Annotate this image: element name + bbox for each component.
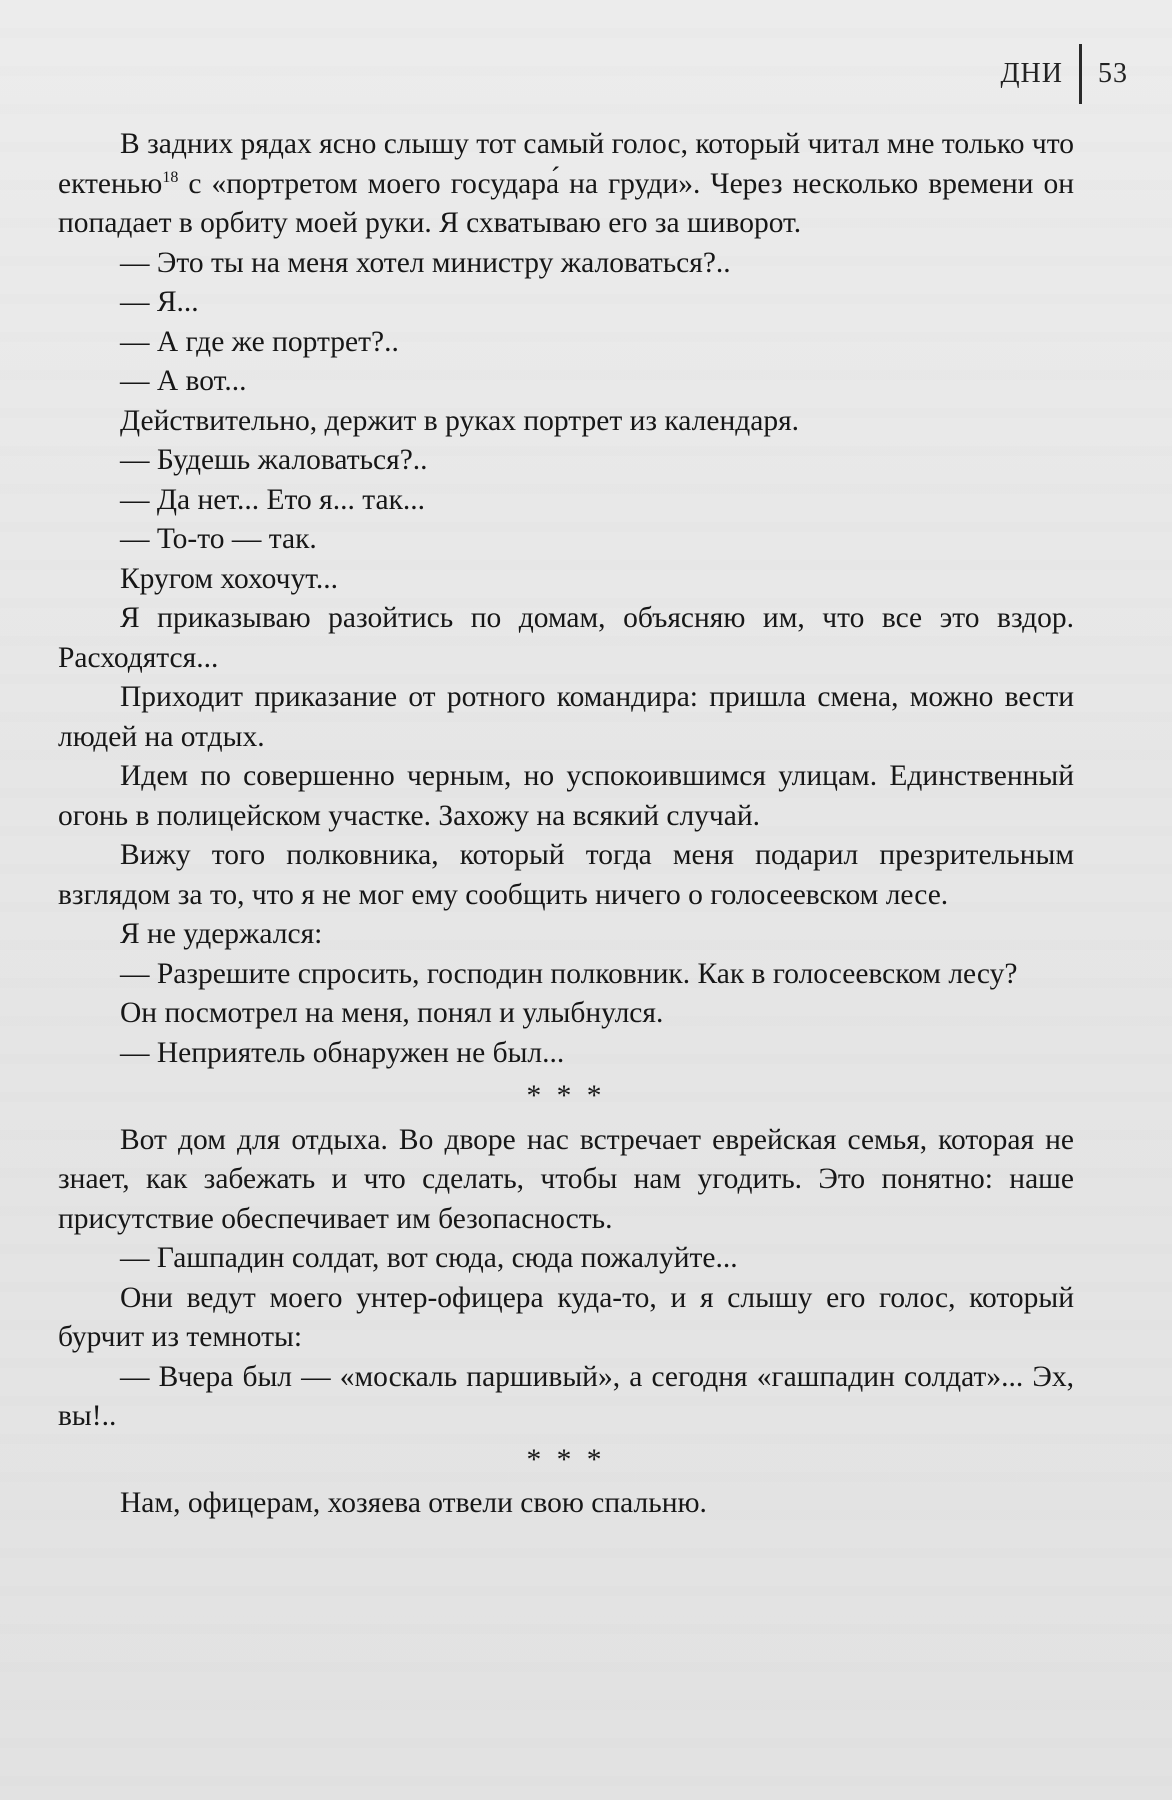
dialogue-line: — Гашпадин солдат, вот сюда, сюда пожалуйте...: [120, 1242, 738, 1274]
paragraph: Идем по совершенно черным, но успокоившимся улицам. Единственный огонь в полицейском участке. Захожу на всякий случай.: [58, 760, 1074, 832]
paragraph: Вижу того полковника, который тогда меня подарил презрительным взглядом за то, что я не мог ему сообщить ничего о голосеевском лесе.: [58, 839, 1074, 911]
dialogue-line: — Вчера был — «москаль паршивый», а сегодня «гашпадин солдат»... Эх, вы!..: [58, 1360, 1074, 1432]
dialogue-line: — Неприятель обнаружен не был...: [120, 1036, 565, 1069]
page-number: 53: [1098, 58, 1128, 89]
section-separator: * * *: [526, 1443, 606, 1476]
paragraph: [58, 125, 1074, 244]
section-title: ДНИ: [1000, 58, 1063, 89]
paragraph: Я не удержался:: [120, 918, 323, 950]
dialogue-line: — Разрешите спросить, господин полковник. Как в голосеевском лесу?: [120, 957, 1018, 990]
dialogue-line: — То-то — так.: [120, 523, 317, 555]
paragraph: Действительно, держит в руках портрет из календаря.: [120, 404, 800, 437]
paragraph: Он посмотрел на меня, понял и улыбнулся.: [120, 997, 664, 1029]
dialogue-line: — Это ты на меня хотел министру жаловаться?..: [120, 246, 731, 279]
dialogue-line: — Будешь жаловаться?..: [120, 444, 428, 476]
paragraph: Приходит приказание от ротного командира: пришла смена, можно вести людей на отдых.: [58, 681, 1074, 753]
paragraph: Кругом хохочут...: [120, 562, 339, 595]
section-separator: * * *: [526, 1080, 606, 1112]
paragraph-text: В задних рядах ясно слышу тот самый голос, который читал мне только что ектенью: [58, 128, 1074, 200]
paragraph: Нам, офицерам, хозяева отвели свою спальню.: [120, 1487, 707, 1519]
paragraph: Я приказываю разойтись по домам, объясняю им, что все это вздор. Расходятся...: [58, 602, 1074, 674]
paragraph: Они ведут моего унтер-офицера куда-то, и я слышу его голос, который бурчит из темноты:: [58, 1281, 1074, 1353]
body-text: [58, 125, 1074, 1524]
dialogue-line: — А вот...: [120, 365, 247, 397]
paragraph-text: с «портретом моего государа́ на груди». Через несколько времени он попадает в орбиту моей руки. Я схватываю его за шиворот.: [58, 167, 1074, 239]
paragraph: Вот дом для отдыха. Во дворе нас встречает еврейская семья, которая не знает, как забежать и что сделать, чтобы нам угодить. Это понятно: наше присутствие обеспечивает им безопасность.: [58, 1123, 1074, 1235]
running-head: [1000, 44, 1128, 104]
dialogue-line: — Да нет... Ето я... так...: [120, 483, 426, 516]
footnote-ref: 18: [162, 168, 179, 186]
dialogue-line: — А где же портрет?..: [120, 325, 399, 358]
dialogue-line: — Я...: [120, 286, 199, 318]
